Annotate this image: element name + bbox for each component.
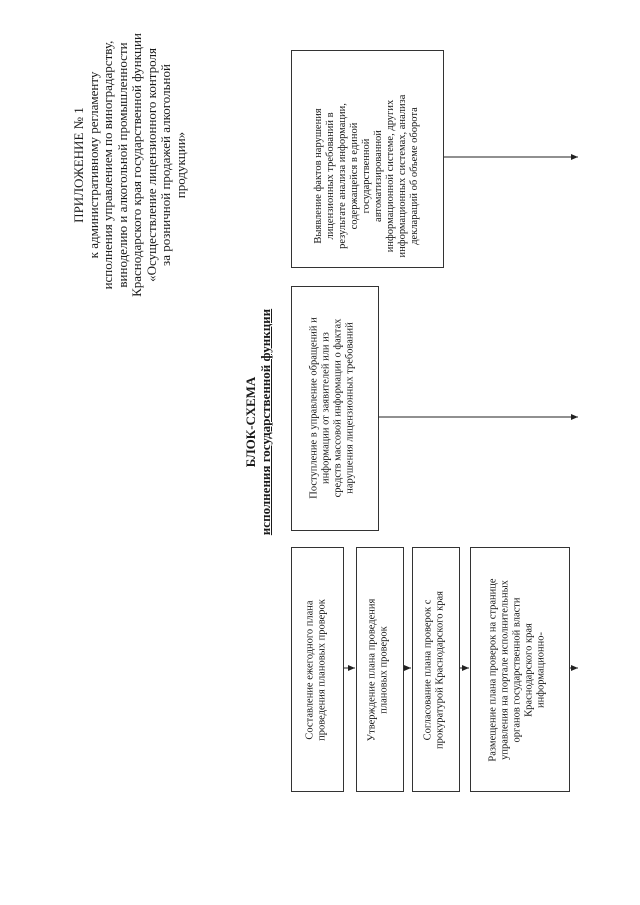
box-line: содержащейся в единой bbox=[349, 122, 360, 230]
box-line: Краснодарского края bbox=[523, 623, 535, 717]
box-line: прокуратурой Краснодарского края bbox=[434, 590, 446, 750]
scheme-title-main: БЛОК-СХЕМА bbox=[243, 376, 258, 468]
box-line: Утверждение плана проведения bbox=[366, 598, 378, 742]
appendix-heading: ПРИЛОЖЕНИЕ № 1 bbox=[71, 107, 86, 223]
appendix-line: виноделию и алкогольной промышленности bbox=[114, 42, 130, 288]
appendix-line: исполнения управлением по виноградарству, bbox=[100, 40, 115, 290]
box-line: информационных системах, анализа bbox=[397, 94, 408, 258]
box-line: органов государственной власти bbox=[511, 597, 523, 743]
box-line: результате анализа информации, bbox=[337, 103, 348, 249]
appendix-line: «Осуществление лицензионного контроля bbox=[143, 48, 159, 282]
box-line: Согласование плана проверок с bbox=[422, 599, 434, 741]
box-line: средств массовой информации о фактах bbox=[332, 318, 344, 498]
box-line: Размещение плана проверок на странице bbox=[487, 578, 499, 762]
box-line: Составление ежегодного плана bbox=[304, 600, 316, 740]
box-line: информационной системе, других bbox=[385, 99, 396, 253]
box-line: государственной bbox=[361, 138, 372, 214]
box-line: проведения плановых проверок bbox=[316, 599, 328, 741]
appendix-line: к административному регламенту bbox=[85, 71, 101, 259]
box-line: информационно- bbox=[535, 631, 547, 709]
box-line: управления на портале исполнительных bbox=[499, 580, 511, 760]
appendix-line: продукции» bbox=[172, 131, 188, 199]
box-line: информации от заявителей или из bbox=[320, 332, 332, 484]
appendix-line: за розничной продажей алкогольной bbox=[158, 64, 173, 266]
box-line: плановых проверок bbox=[378, 626, 390, 714]
box-line: нарушения лицензионных требований bbox=[344, 322, 356, 494]
appendix-line: Краснодарского края государственной функции bbox=[129, 33, 144, 297]
box-line: Поступление в управление обращений и bbox=[308, 317, 320, 499]
box-line: Выявление фактов нарушения bbox=[313, 108, 324, 244]
box-line: лицензионных требований в bbox=[325, 112, 336, 240]
box-line: деклараций об объеме оборота bbox=[409, 107, 420, 245]
scheme-subtitle: исполнения государственной функции bbox=[258, 308, 273, 536]
box-line: автоматизированной bbox=[373, 130, 384, 222]
